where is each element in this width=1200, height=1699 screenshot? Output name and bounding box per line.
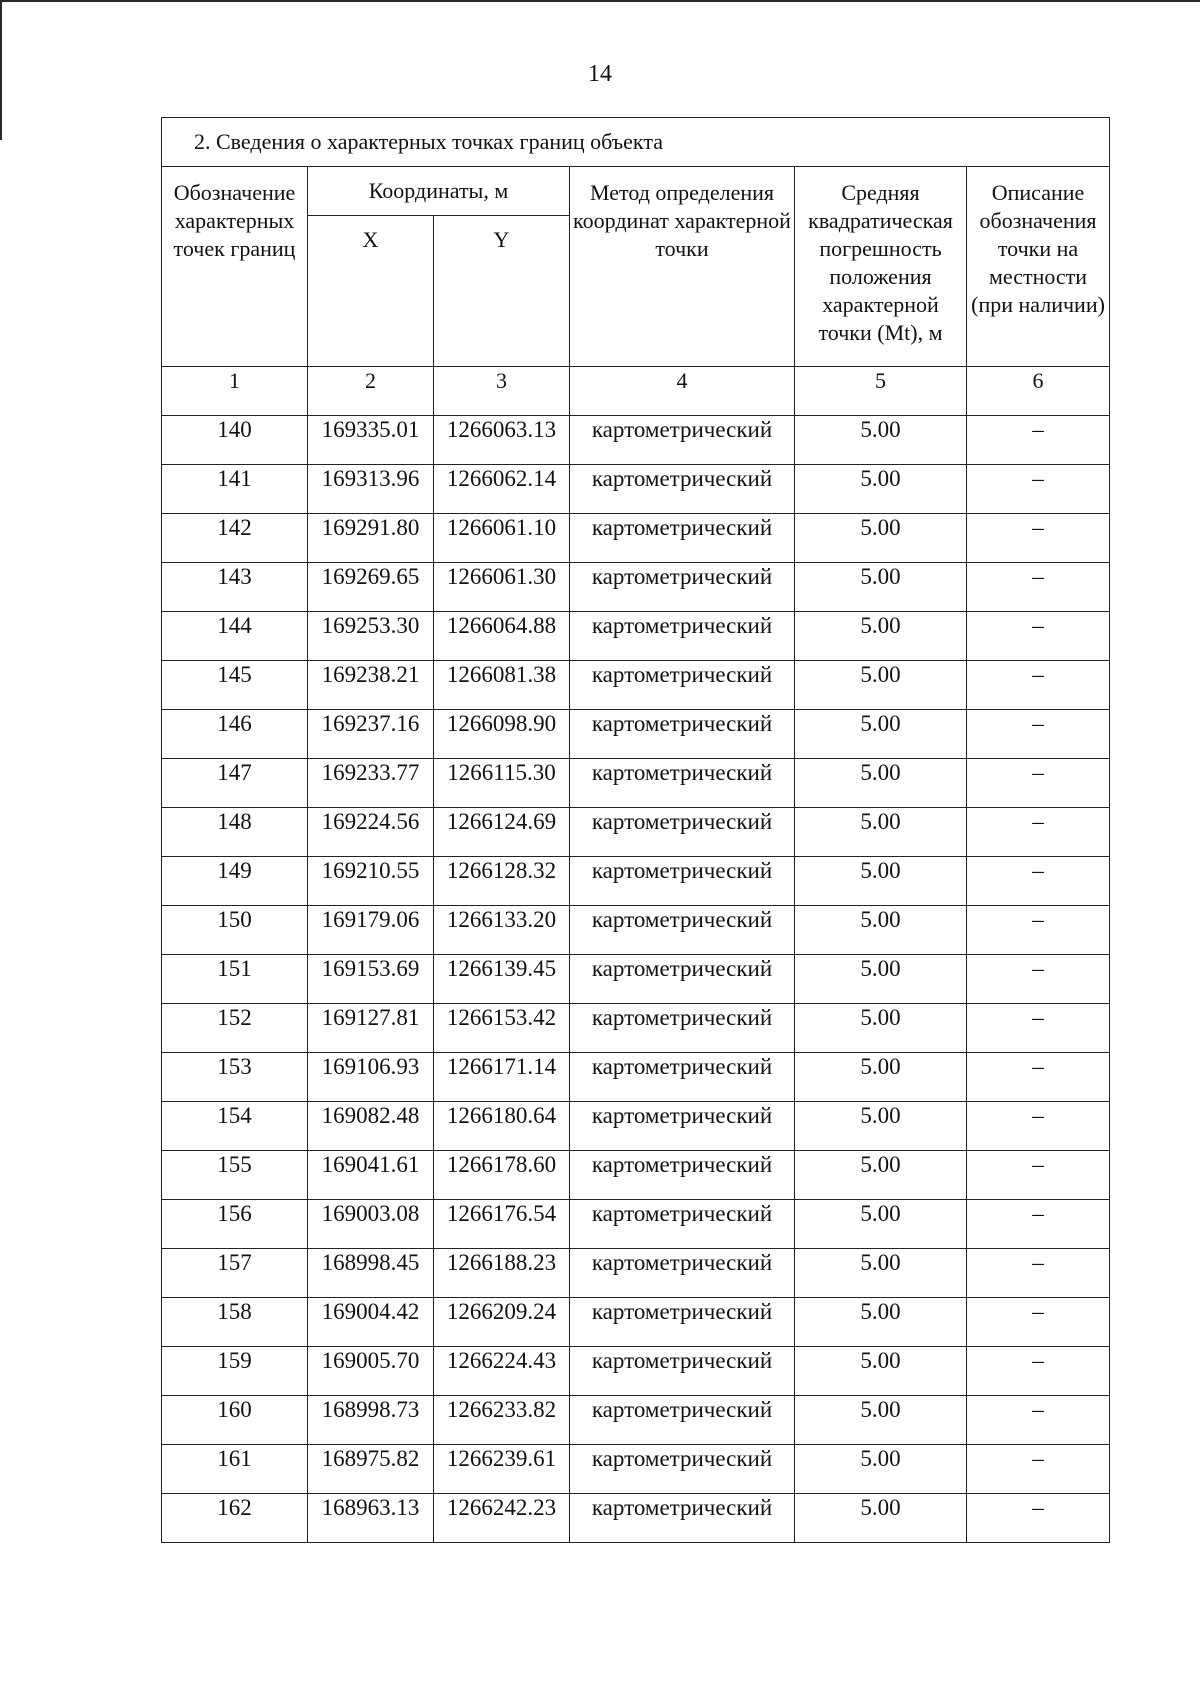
coord-y-cell: 1266176.54 [434,1200,570,1249]
coord-x-cell: 169238.21 [308,661,434,710]
table-row [162,1200,1110,1249]
header-coordinates: Координаты, м [308,167,570,216]
table-row [162,1151,1110,1200]
point-id-cell: 159 [162,1347,308,1396]
header-designation: Обозначение характерных точек границ [162,167,308,367]
coord-y-cell: 1266081.38 [434,661,570,710]
coord-y-cell: 1266062.14 [434,465,570,514]
header-x: X [308,216,434,367]
coord-x-cell: 169253.30 [308,612,434,661]
coord-y-cell: 1266188.23 [434,1249,570,1298]
coord-y-cell: 1266180.64 [434,1102,570,1151]
method-cell: картометрический [570,465,795,514]
table-row [162,1298,1110,1347]
description-cell: – [967,1396,1110,1445]
coord-y-cell: 1266153.42 [434,1004,570,1053]
error-cell: 5.00 [795,808,967,857]
point-id-cell: 161 [162,1445,308,1494]
coord-x-cell: 169082.48 [308,1102,434,1151]
description-cell: – [967,808,1110,857]
coord-y-cell: 1266239.61 [434,1445,570,1494]
error-cell: 5.00 [795,906,967,955]
coord-y-cell: 1266178.60 [434,1151,570,1200]
coord-y-cell: 1266061.30 [434,563,570,612]
method-cell: картометрический [570,1053,795,1102]
description-cell: – [967,857,1110,906]
error-cell: 5.00 [795,1102,967,1151]
method-cell: картометрический [570,1004,795,1053]
description-cell: – [967,1249,1110,1298]
coord-x-cell: 169003.08 [308,1200,434,1249]
table-row [162,1004,1110,1053]
coord-x-cell: 169153.69 [308,955,434,1004]
method-cell: картометрический [570,1347,795,1396]
description-cell: – [967,1151,1110,1200]
point-id-cell: 140 [162,416,308,465]
description-cell: – [967,1445,1110,1494]
coord-x-cell: 169179.06 [308,906,434,955]
point-id-cell: 145 [162,661,308,710]
point-id-cell: 162 [162,1494,308,1543]
table-row [162,857,1110,906]
table-row [162,1102,1110,1151]
error-cell: 5.00 [795,416,967,465]
method-cell: картометрический [570,808,795,857]
error-cell: 5.00 [795,514,967,563]
error-cell: 5.00 [795,955,967,1004]
column-number-row [162,367,1110,416]
coord-y-cell: 1266171.14 [434,1053,570,1102]
error-cell: 5.00 [795,1004,967,1053]
table-row [162,1396,1110,1445]
coord-y-cell: 1266233.82 [434,1396,570,1445]
column-number: 6 [967,367,1110,416]
description-cell: – [967,1053,1110,1102]
header-y: Y [434,216,570,367]
error-cell: 5.00 [795,612,967,661]
description-cell: – [967,563,1110,612]
table-row [162,710,1110,759]
coord-x-cell: 169127.81 [308,1004,434,1053]
error-cell: 5.00 [795,1053,967,1102]
point-id-cell: 152 [162,1004,308,1053]
coord-x-cell: 169237.16 [308,710,434,759]
coord-y-cell: 1266242.23 [434,1494,570,1543]
error-cell: 5.00 [795,759,967,808]
header-error: Средняя квадратическая погрешность положения характерной точки (Mt), м [795,167,967,367]
table-row [162,1494,1110,1543]
description-cell: – [967,514,1110,563]
method-cell: картометрический [570,1396,795,1445]
point-id-cell: 149 [162,857,308,906]
error-cell: 5.00 [795,1494,967,1543]
boundary-points-table [161,117,1110,1543]
point-id-cell: 154 [162,1102,308,1151]
error-cell: 5.00 [795,1200,967,1249]
error-cell: 5.00 [795,710,967,759]
table-row [162,1053,1110,1102]
point-id-cell: 155 [162,1151,308,1200]
method-cell: картометрический [570,514,795,563]
coord-x-cell: 169041.61 [308,1151,434,1200]
coord-x-cell: 169269.65 [308,563,434,612]
method-cell: картометрический [570,661,795,710]
scan-edge-top [0,0,1200,2]
description-cell: – [967,906,1110,955]
table-row [162,416,1110,465]
point-id-cell: 141 [162,465,308,514]
method-cell: картометрический [570,612,795,661]
description-cell: – [967,612,1110,661]
table-row [162,1249,1110,1298]
header-row-1 [162,167,1110,216]
table-row [162,563,1110,612]
method-cell: картометрический [570,1494,795,1543]
coord-y-cell: 1266224.43 [434,1347,570,1396]
table-row [162,759,1110,808]
error-cell: 5.00 [795,1249,967,1298]
header-description: Описание обозначения точки на местности (при наличии) [967,167,1110,367]
method-cell: картометрический [570,563,795,612]
column-number: 5 [795,367,967,416]
table-body [162,118,1110,1543]
caption-row [162,118,1110,167]
coord-x-cell: 169106.93 [308,1053,434,1102]
point-id-cell: 153 [162,1053,308,1102]
coord-y-cell: 1266124.69 [434,808,570,857]
error-cell: 5.00 [795,1151,967,1200]
point-id-cell: 157 [162,1249,308,1298]
page-number: 14 [588,61,612,87]
description-cell: – [967,759,1110,808]
coord-y-cell: 1266128.32 [434,857,570,906]
point-id-cell: 146 [162,710,308,759]
error-cell: 5.00 [795,1347,967,1396]
point-id-cell: 147 [162,759,308,808]
point-id-cell: 151 [162,955,308,1004]
method-cell: картометрический [570,416,795,465]
column-number: 2 [308,367,434,416]
description-cell: – [967,1347,1110,1396]
error-cell: 5.00 [795,563,967,612]
method-cell: картометрический [570,1102,795,1151]
coord-y-cell: 1266064.88 [434,612,570,661]
coord-x-cell: 169233.77 [308,759,434,808]
coord-x-cell: 168998.45 [308,1249,434,1298]
table-row [162,808,1110,857]
table-row [162,1347,1110,1396]
coord-y-cell: 1266063.13 [434,416,570,465]
method-cell: картометрический [570,906,795,955]
coord-y-cell: 1266061.10 [434,514,570,563]
description-cell: – [967,1200,1110,1249]
description-cell: – [967,465,1110,514]
error-cell: 5.00 [795,1396,967,1445]
coord-x-cell: 169004.42 [308,1298,434,1347]
point-id-cell: 158 [162,1298,308,1347]
coord-y-cell: 1266209.24 [434,1298,570,1347]
coord-y-cell: 1266098.90 [434,710,570,759]
method-cell: картометрический [570,1298,795,1347]
method-cell: картометрический [570,857,795,906]
method-cell: картометрический [570,710,795,759]
coord-x-cell: 169291.80 [308,514,434,563]
point-id-cell: 144 [162,612,308,661]
coord-x-cell: 168975.82 [308,1445,434,1494]
error-cell: 5.00 [795,1445,967,1494]
coord-x-cell: 169224.56 [308,808,434,857]
description-cell: – [967,1494,1110,1543]
coord-y-cell: 1266133.20 [434,906,570,955]
coord-y-cell: 1266139.45 [434,955,570,1004]
table-row [162,1445,1110,1494]
table-row [162,661,1110,710]
error-cell: 5.00 [795,661,967,710]
coord-x-cell: 169005.70 [308,1347,434,1396]
error-cell: 5.00 [795,1298,967,1347]
coord-x-cell: 168998.73 [308,1396,434,1445]
description-cell: – [967,1004,1110,1053]
coord-x-cell: 169210.55 [308,857,434,906]
method-cell: картометрический [570,1445,795,1494]
coord-x-cell: 168963.13 [308,1494,434,1543]
point-id-cell: 143 [162,563,308,612]
header-method: Метод определения координат характерной точки [570,167,795,367]
table-row [162,612,1110,661]
method-cell: картометрический [570,759,795,808]
method-cell: картометрический [570,1249,795,1298]
coord-x-cell: 169313.96 [308,465,434,514]
method-cell: картометрический [570,955,795,1004]
table-row [162,906,1110,955]
point-id-cell: 156 [162,1200,308,1249]
description-cell: – [967,416,1110,465]
error-cell: 5.00 [795,465,967,514]
description-cell: – [967,955,1110,1004]
table-row [162,465,1110,514]
method-cell: картометрический [570,1200,795,1249]
table-row [162,514,1110,563]
method-cell: картометрический [570,1151,795,1200]
table-row [162,955,1110,1004]
column-number: 3 [434,367,570,416]
description-cell: – [967,1298,1110,1347]
table-caption: 2. Сведения о характерных точках границ объекта [162,118,1110,167]
column-number: 1 [162,367,308,416]
point-id-cell: 150 [162,906,308,955]
description-cell: – [967,1102,1110,1151]
description-cell: – [967,710,1110,759]
coord-x-cell: 169335.01 [308,416,434,465]
description-cell: – [967,661,1110,710]
column-number: 4 [570,367,795,416]
point-id-cell: 148 [162,808,308,857]
error-cell: 5.00 [795,857,967,906]
point-id-cell: 160 [162,1396,308,1445]
coord-y-cell: 1266115.30 [434,759,570,808]
point-id-cell: 142 [162,514,308,563]
